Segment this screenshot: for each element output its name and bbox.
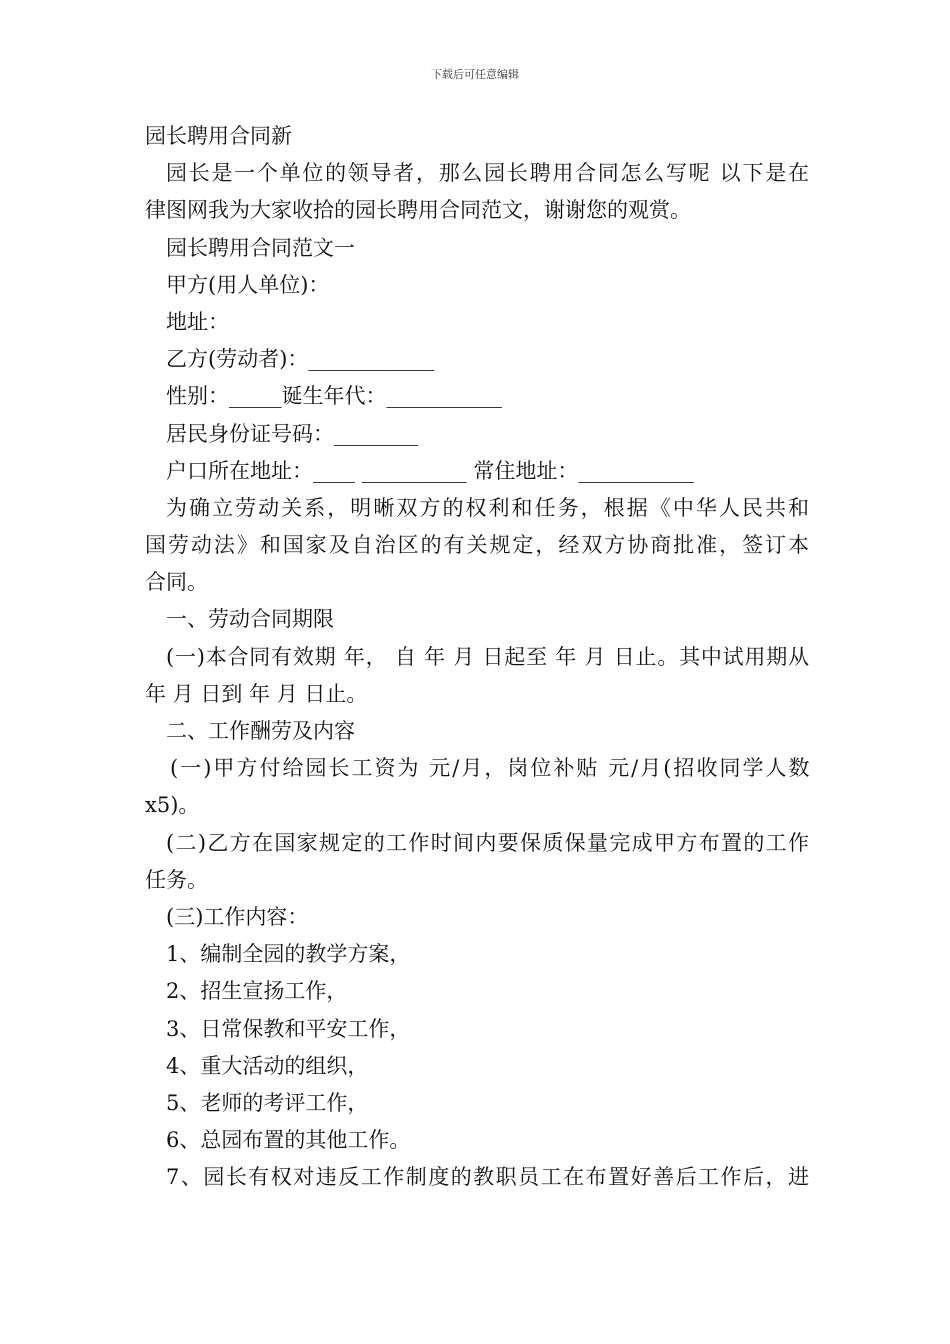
clause-line: (一)甲方付给园长工资为 元/月，岗位补贴 元/月(招收同学人数 [170, 756, 809, 781]
clause-line: 年 月 日到 年 月 日止。 [145, 681, 368, 706]
party-b-line: 乙方(劳动者)：____________ [166, 347, 435, 372]
section-heading: 一、劳动合同期限 [166, 607, 334, 632]
section-heading: 园长聘用合同范文一 [166, 235, 355, 260]
list-item: 4、重大活动的组织， [166, 1053, 369, 1078]
paragraph-line: 律图网我为大家收拾的园长聘用合同范文，谢谢您的观赏。 [145, 198, 691, 223]
id-number-line: 居民身份证号码：________ [166, 421, 418, 446]
list-item: 3、日常保教和平安工作， [166, 1016, 411, 1041]
clause-line: (一)本合同有效期 年， 自 年 月 日起至 年 月 日止。其中试用期从 [166, 644, 809, 669]
list-item: 5、老师的考评工作， [166, 1090, 369, 1115]
address-line: 地址： [166, 309, 229, 334]
party-a-line: 甲方(用人单位)： [166, 272, 330, 297]
clause-line: 任务。 [145, 867, 208, 892]
document-title: 园长聘用合同新 [145, 124, 292, 148]
clause-line: (二)乙方在国家规定的工作时间内要保质保量完成甲方布置的工作 [166, 830, 809, 855]
section-heading: 二、工作酬劳及内容 [166, 719, 355, 743]
list-item: 2、招生宣扬工作， [166, 979, 348, 1004]
list-item: 1、编制全园的教学方案， [166, 942, 411, 967]
list-item: 7、园长有权对违反工作制度的教职员工在布置好善后工作后，进 [166, 1165, 809, 1190]
residence-line: 户口所在地址：____ __________ 常住地址：___________ [166, 458, 694, 483]
page-header-note: 下载后可任意编辑 [431, 68, 519, 81]
paragraph-line: 园长是一个单位的领导者，那么园长聘用合同怎么写呢 以下是在 [166, 161, 809, 186]
gender-birth-line: 性别：_____诞生年代：___________ [166, 384, 502, 409]
paragraph-line: 合同。 [145, 570, 208, 595]
clause-line: x5)。 [145, 793, 200, 818]
document-body [145, 118, 809, 1196]
paragraph-line: 国劳动法》和国家及自治区的有关规定，经双方协商批准，签订本 [145, 533, 809, 558]
list-item: 6、总园布置的其他工作。 [166, 1128, 411, 1153]
clause-line: (三)工作内容： [166, 904, 309, 929]
paragraph-line: 为确立劳动关系，明晰双方的权利和任务，根据《中华人民共和 [166, 495, 809, 520]
